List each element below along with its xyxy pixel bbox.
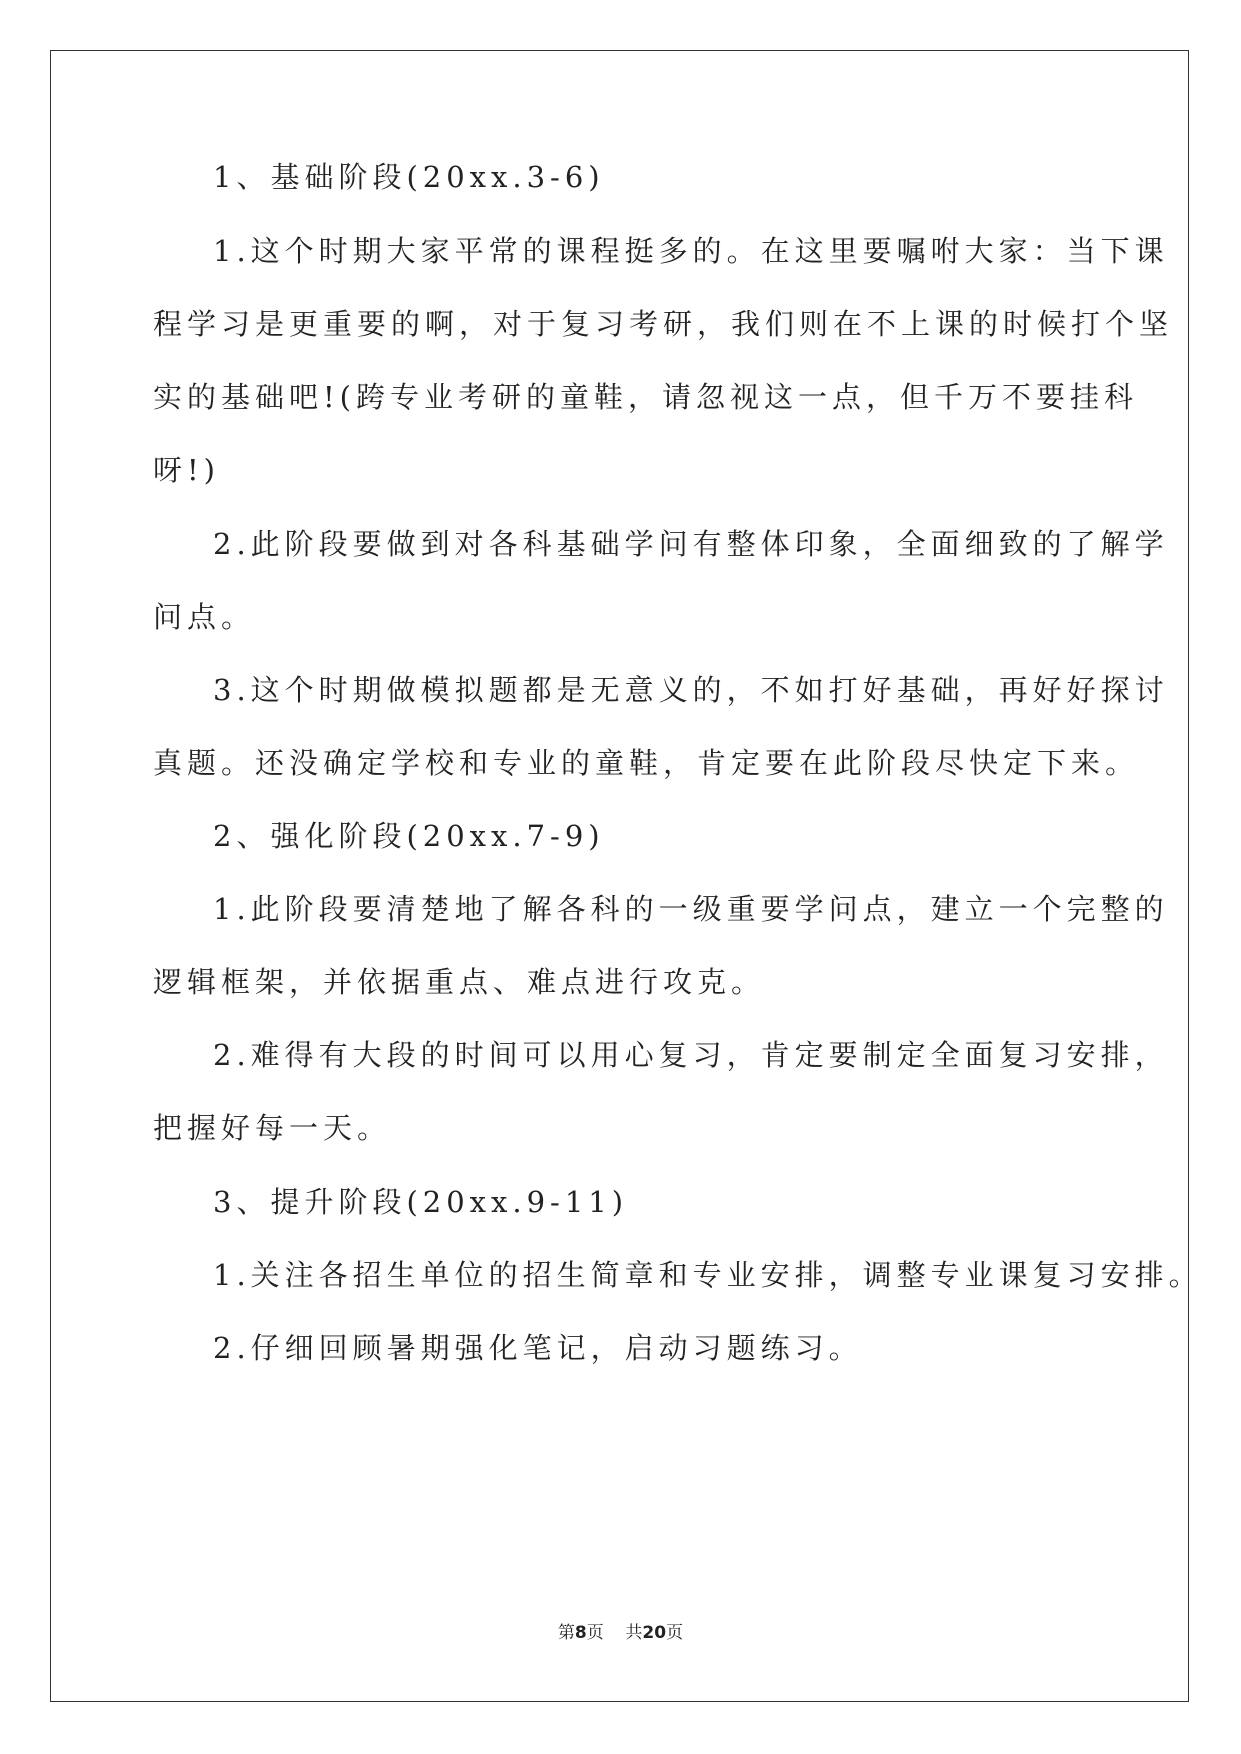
page-suffix: 页 [666,1623,684,1643]
paragraph-line: 1.这个时期大家平常的课程挺多的。在这里要嘱咐大家：当下课 [213,234,1169,268]
section-heading-3: 3、提升阶段(20xx.9-11) [213,1185,629,1219]
paragraph-line: 问点。 [153,600,256,634]
paragraph-line: 1.此阶段要清楚地了解各科的一级重要学问点，建立一个完整的 [213,892,1169,926]
paragraph-line: 实的基础吧!(跨专业考研的童鞋，请忽视这一点，但千万不要挂科 [153,380,1138,414]
paragraph-line: 真题。还没确定学校和专业的童鞋，肯定要在此阶段尽快定下来。 [153,746,1140,780]
page-mid: 页 共 [586,1623,643,1643]
paragraph-line: 逻辑框架，并依据重点、难点进行攻克。 [153,965,766,999]
page-frame [50,50,1203,1702]
page-footer [0,1618,1241,1643]
paragraph-line: 1.关注各招生单位的招生简章和专业安排，调整专业课复习安排。 [213,1258,1203,1292]
paragraph-line: 2.此阶段要做到对各科基础学问有整体印象，全面细致的了解学 [213,527,1169,561]
paragraph-line: 2.难得有大段的时间可以用心复习，肯定要制定全面复习安排， [213,1038,1169,1072]
section-heading-2: 2、强化阶段(20xx.7-9) [213,819,605,853]
page-prefix: 第 [557,1623,575,1643]
paragraph-line: 把握好每一天。 [153,1111,392,1145]
total-page-number: 20 [642,1623,667,1643]
paragraph-line: 程学习是更重要的啊，对于复习考研，我们则在不上课的时候打个坚 [153,307,1174,341]
paragraph-line: 呀!) [153,453,220,487]
paragraph-line: 3.这个时期做模拟题都是无意义的，不如打好基础，再好好探讨 [213,673,1169,707]
current-page-number: 8 [574,1623,587,1643]
section-heading-1: 1、基础阶段(20xx.3-6) [213,160,605,194]
paragraph-line: 2.仔细回顾暑期强化笔记，启动习题练习。 [213,1331,863,1365]
